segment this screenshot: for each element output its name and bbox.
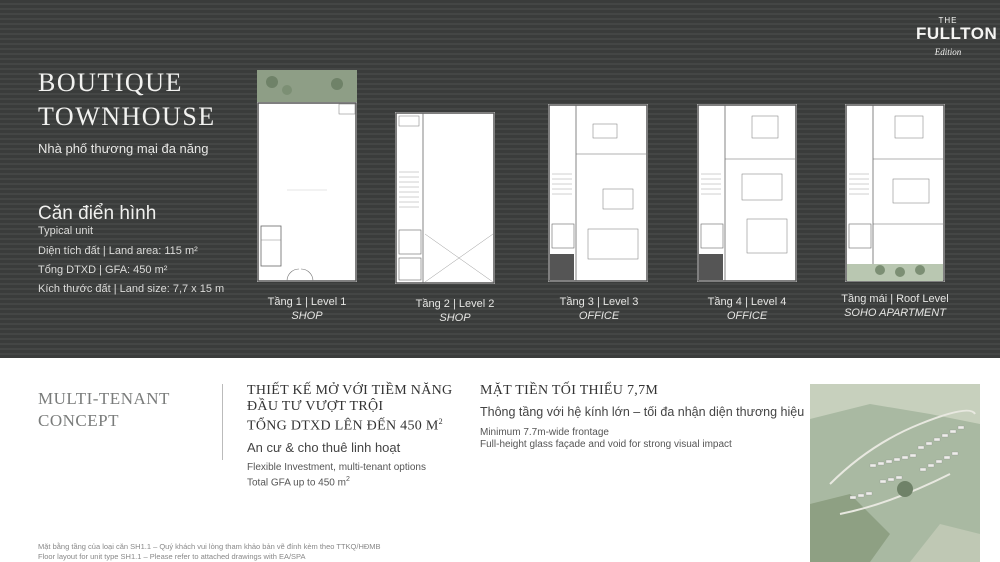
logo-the: THE xyxy=(938,16,958,25)
frontage-sub-vi: Thông tầng với hệ kính lớn – tối đa nhận diện thương hiệu xyxy=(480,405,805,419)
concept-title xyxy=(38,388,170,432)
level-3-caption xyxy=(534,295,664,323)
brand-logo xyxy=(916,16,998,57)
page-title xyxy=(38,66,216,134)
floor-plan-level-4 xyxy=(697,104,797,282)
level-3-label: Tầng 3 | Level 3 xyxy=(559,296,639,308)
land-size-spec: Kích thước đất | Land size: 7,7 x 15 m xyxy=(38,283,225,295)
land-area-spec: Diện tích đất | Land area: 115 m² xyxy=(38,245,198,257)
typical-unit-sub: Typical unit xyxy=(38,225,94,237)
page-subtitle: Nhà phố thương mại đa năng xyxy=(38,141,209,156)
level-1-label: Tầng 1 | Level 1 xyxy=(267,296,347,308)
roof-level-caption xyxy=(830,292,960,320)
gfa-heading xyxy=(247,417,443,435)
investment-heading xyxy=(247,383,477,415)
footnote-line-1: Mặt bằng tầng của loại căn SH1.1 – Quý khách vui lòng tham khảo bản vẽ đính kèm theo TTKQ/HĐMB xyxy=(38,542,381,551)
concept-title-line-2: CONCEPT xyxy=(38,411,119,430)
title-line-1: BOUTIQUE xyxy=(38,68,183,97)
logo-edition: Edition xyxy=(934,47,962,57)
gfa-spec: Tổng DTXD | GFA: 450 m² xyxy=(38,264,168,276)
level-4-use: OFFICE xyxy=(726,310,768,322)
typical-unit-heading: Căn điển hình xyxy=(38,203,157,224)
gfa-heading-text: TỔNG DTXD LÊN ĐẾN 450 M xyxy=(247,418,439,434)
level-2-label: Tầng 2 | Level 2 xyxy=(415,298,495,310)
site-plan-map xyxy=(810,384,980,562)
frontage-en-line-1: Minimum 7.7m-wide frontage xyxy=(480,427,609,438)
concept-title-line-1: MULTI-TENANT xyxy=(38,389,170,408)
investment-en-line-2: Total GFA up to 450 m xyxy=(247,477,346,489)
floor-plan-level-3 xyxy=(548,104,648,282)
frontage-heading: MẶT TIỀN TỐI THIỂU 7,7M xyxy=(480,383,659,398)
level-4-caption xyxy=(682,295,812,323)
level-4-label: Tầng 4 | Level 4 xyxy=(707,296,787,308)
level-1-caption xyxy=(242,295,372,323)
floor-plan-level-1 xyxy=(257,70,357,282)
level-2-caption xyxy=(390,297,520,325)
investment-sub-vi: An cư & cho thuê linh hoạt xyxy=(247,440,401,455)
floor-plan-level-2 xyxy=(395,112,495,284)
logo-name: FULLTON xyxy=(916,24,998,43)
divider xyxy=(222,384,223,460)
investment-en-line-2-sup: 2 xyxy=(345,476,350,483)
frontage-en-line-2: Full-height glass façade and void for strong visual impact xyxy=(480,439,732,450)
footnote-line-2: Floor layout for unit type SH1.1 – Please refer to attached drawings with EA/SPA xyxy=(38,552,306,561)
investment-en-line-1: Flexible Investment, multi-tenant options xyxy=(247,462,426,473)
level-1-use: SHOP xyxy=(291,310,323,322)
level-3-use: OFFICE xyxy=(578,310,620,322)
frontage-sub-en xyxy=(480,427,732,451)
gfa-heading-sup: 2 xyxy=(438,417,443,426)
roof-level-use: SOHO APARTMENT xyxy=(844,307,946,319)
investment-sub-en xyxy=(247,462,426,489)
title-line-2: TOWNHOUSE xyxy=(38,102,216,131)
roof-level-label: Tầng mái | Roof Level xyxy=(841,293,949,305)
investment-heading-line-2: ĐẦU TƯ VƯỢT TRỘI xyxy=(247,399,384,414)
footnote xyxy=(38,542,381,562)
level-2-use: SHOP xyxy=(439,312,471,324)
floor-plan-roof-level xyxy=(845,104,945,282)
investment-heading-line-1: THIẾT KẾ MỞ VỚI TIỀM NĂNG xyxy=(247,383,453,398)
